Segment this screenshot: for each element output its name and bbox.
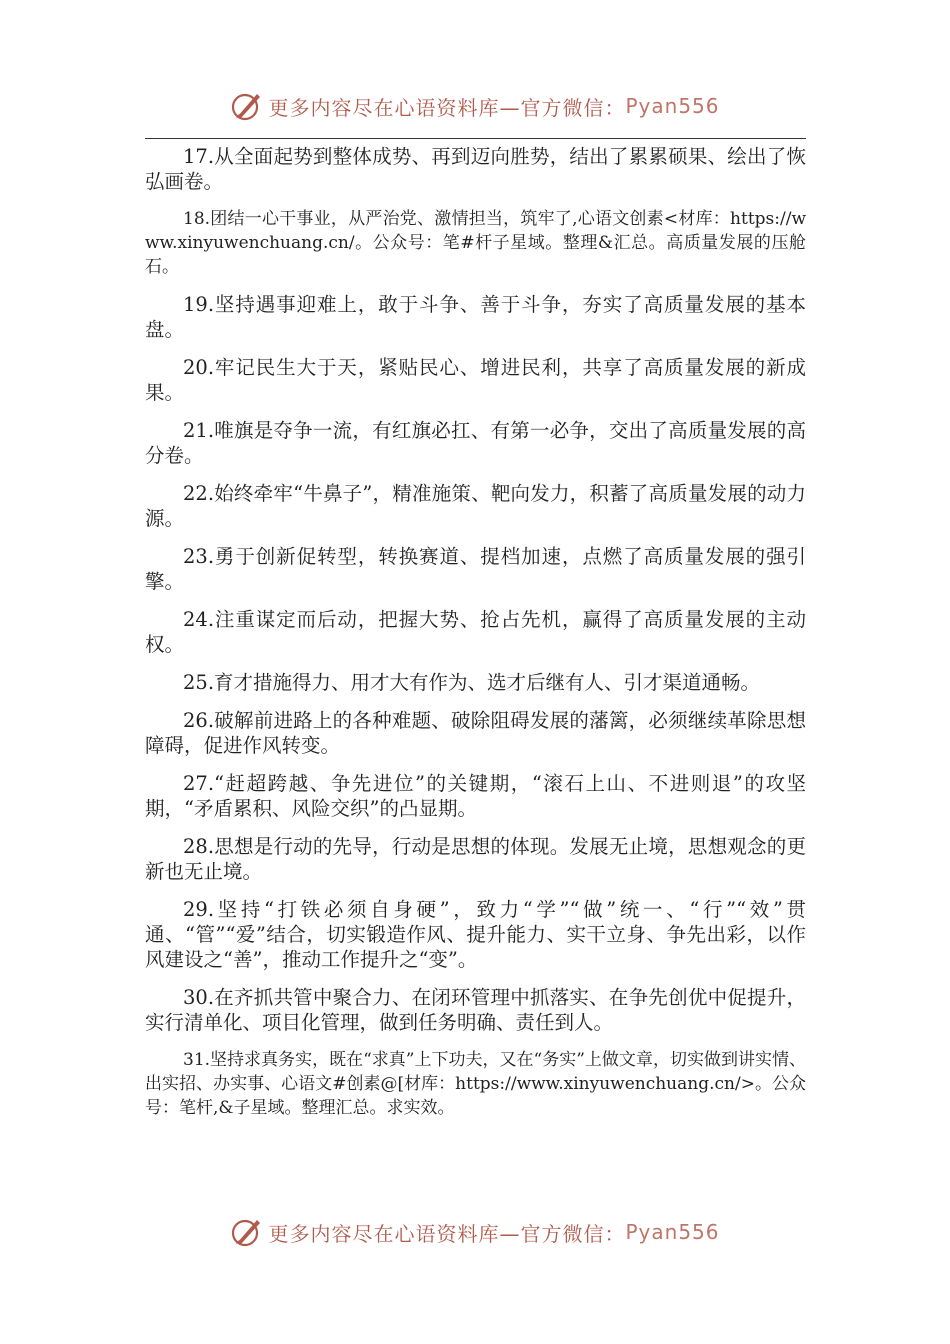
paragraph-item: 30.在齐抓共管中聚合力、在闭环管理中抓落实、在争先创优中促提升，实行清单化、项目化管理，做到任务明确、责任到人。	[145, 986, 806, 1034]
paragraph-item: 18.团结一心干事业，从严治党、激情担当，筑牢了,心语文创素<材库：https://www.xinyuwenchuang.cn/。公众号：笔#杆子星域。整理&汇总。高质量发展的压舱石。	[145, 209, 806, 277]
paragraph-item: 21.唯旗是夺争一流，有红旗必扛、有第一必争，交出了高质量发展的高分卷。	[145, 419, 806, 467]
paragraph-item: 29.坚持“打铁必须自身硬”，致力“学”“做”统一、“行”“效”贯通、“管”“爱”结合，切实锻造作风、提升能力、实干立身、争先出彩，以作风建设之“善”，推动工作提升之“变”。	[145, 898, 806, 971]
quill-logo-icon	[230, 1215, 264, 1249]
banner-text: 更多内容尽在心语资料库—官方微信：	[268, 1221, 626, 1246]
paragraph-item: 27.“赶超跨越、争先进位”的关键期，“滚石上山、不进则退”的攻坚期，“矛盾累积、风险交织”的凸显期。	[145, 772, 806, 820]
paragraph-item: 28.思想是行动的先导，行动是思想的体现。发展无止境，思想观念的更新也无止境。	[145, 835, 806, 883]
paragraph-item: 20.牢记民生大于天，紧贴民心、增进民利，共享了高质量发展的新成果。	[145, 356, 806, 404]
paragraph-item: 19.坚持遇事迎难上，敢于斗争、善于斗争，夯实了高质量发展的基本盘。	[145, 293, 806, 341]
paragraph-item: 26.破解前进路上的各种难题、破除阻碍发展的藩篱，必须继续革除思想障碍，促进作风转变。	[145, 709, 806, 757]
banner-wechat-id: Pyan556	[625, 1220, 720, 1244]
header-divider	[145, 138, 806, 139]
paragraph-item: 23.勇于创新促转型，转换赛道、提档加速，点燃了高质量发展的强引擎。	[145, 545, 806, 593]
paragraph-item: 31.坚持求真务实，既在“求真”上下功夫，又在“务实”上做文章，切实做到讲实情、出实招、办实事、心语文#创素@[材库：https://www.xinyuwenchuang.cn/>。公众号：笔杆,&子星域。整理汇总。求实效。	[145, 1050, 806, 1118]
banner-text: 更多内容尽在心语资料库—官方微信：	[268, 95, 626, 120]
document-body	[145, 144, 806, 1133]
quill-logo-icon	[230, 89, 264, 123]
footer-banner	[0, 1212, 950, 1252]
paragraph-item: 25.育才措施得力、用才大有作为、选才后继有人、引才渠道通畅。	[183, 671, 761, 694]
banner-wechat-id: Pyan556	[625, 94, 720, 118]
header-banner	[0, 86, 950, 126]
paragraph-item: 24.注重谋定而后动，把握大势、抢占先机，赢得了高质量发展的主动权。	[145, 608, 806, 656]
paragraph-item: 17.从全面起势到整体成势、再到迈向胜势，结出了累累硕果、绘出了恢弘画卷。	[145, 145, 806, 193]
paragraph-item: 22.始终牵牢“牛鼻子”，精准施策、靶向发力，积蓄了高质量发展的动力源。	[145, 482, 806, 530]
